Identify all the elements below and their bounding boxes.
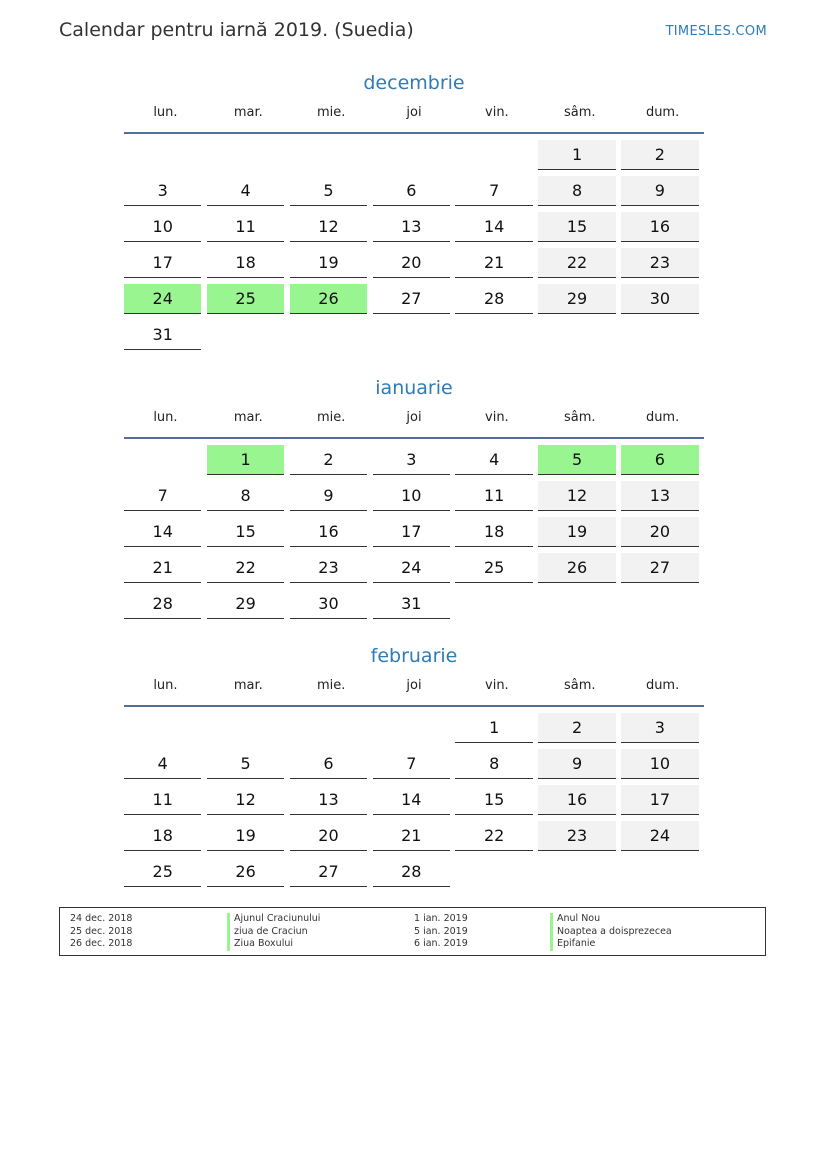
empty-cell xyxy=(538,589,615,619)
day-cell: 16 xyxy=(290,517,367,547)
week-row xyxy=(124,783,704,819)
day-cell: 24 xyxy=(621,821,698,851)
day-cell: 25 xyxy=(455,553,532,583)
day-cell: 5 xyxy=(290,176,367,206)
legend-holiday-name: Epifanie xyxy=(550,938,672,951)
day-cell: 21 xyxy=(455,248,532,278)
day-cell: 12 xyxy=(290,212,367,242)
weekday-label: dum. xyxy=(645,410,680,425)
day-cell: 30 xyxy=(621,284,698,314)
day-cell: 24 xyxy=(373,553,450,583)
week-row xyxy=(124,443,704,479)
empty-cell xyxy=(621,857,698,887)
day-cell: 18 xyxy=(207,248,284,278)
day-cell: 28 xyxy=(373,857,450,887)
day-cell: 19 xyxy=(538,517,615,547)
empty-cell xyxy=(373,713,450,743)
day-cell: 15 xyxy=(455,785,532,815)
day-cell: 4 xyxy=(124,749,201,779)
day-cell: 2 xyxy=(538,713,615,743)
legend-date: 25 dec. 2018 xyxy=(70,925,133,937)
holiday-day-cell: 1 xyxy=(207,445,284,475)
empty-cell xyxy=(455,857,532,887)
month-title: ianuarie xyxy=(375,377,453,399)
day-cell: 31 xyxy=(373,589,450,619)
week-row xyxy=(124,318,704,354)
day-cell: 2 xyxy=(621,140,698,170)
week-row xyxy=(124,711,704,747)
day-cell: 22 xyxy=(538,248,615,278)
week-row xyxy=(124,587,704,623)
weekday-label: mie. xyxy=(316,410,346,425)
day-cell: 30 xyxy=(290,589,367,619)
legend-right-names xyxy=(550,913,672,951)
day-cell: 27 xyxy=(290,857,367,887)
month-decembrie xyxy=(124,68,704,354)
week-row xyxy=(124,138,704,174)
day-cell: 20 xyxy=(373,248,450,278)
day-cell: 27 xyxy=(373,284,450,314)
weekday-label: sâm. xyxy=(563,105,596,120)
day-cell: 8 xyxy=(538,176,615,206)
weekday-label: lun. xyxy=(153,410,178,425)
day-cell: 16 xyxy=(538,785,615,815)
weekday-label: vin. xyxy=(485,105,509,120)
legend-date: 6 ian. 2019 xyxy=(414,938,468,950)
holiday-day-cell: 6 xyxy=(621,445,698,475)
day-cell: 6 xyxy=(373,176,450,206)
day-cell: 3 xyxy=(621,713,698,743)
empty-cell xyxy=(373,140,450,170)
legend-left-dates xyxy=(70,913,132,951)
weekday-label: dum. xyxy=(645,678,680,693)
weekday-label: mar. xyxy=(233,105,263,120)
legend-holiday-name: Ziua Boxului xyxy=(227,938,320,951)
day-cell: 8 xyxy=(455,749,532,779)
holiday-legend xyxy=(59,907,766,956)
month-title: decembrie xyxy=(363,72,465,94)
day-cell: 17 xyxy=(124,248,201,278)
empty-cell xyxy=(455,140,532,170)
day-cell: 29 xyxy=(207,589,284,619)
empty-cell xyxy=(290,713,367,743)
day-cell: 7 xyxy=(455,176,532,206)
weekday-label: joi xyxy=(406,410,422,425)
empty-cell xyxy=(124,140,201,170)
day-cell: 29 xyxy=(538,284,615,314)
day-cell: 7 xyxy=(124,481,201,511)
day-cell: 17 xyxy=(621,785,698,815)
day-cell: 8 xyxy=(207,481,284,511)
month-title: februarie xyxy=(370,645,458,667)
day-cell: 27 xyxy=(621,553,698,583)
day-cell: 28 xyxy=(124,589,201,619)
empty-cell xyxy=(207,140,284,170)
legend-date: 26 dec. 2018 xyxy=(70,938,133,950)
weekday-label: mar. xyxy=(233,678,263,693)
weekday-header xyxy=(124,671,704,707)
day-cell: 19 xyxy=(207,821,284,851)
day-cell: 13 xyxy=(621,481,698,511)
day-cell: 26 xyxy=(538,553,615,583)
day-cell: 4 xyxy=(455,445,532,475)
weekday-label: dum. xyxy=(645,105,680,120)
day-cell: 1 xyxy=(538,140,615,170)
month-februarie xyxy=(124,641,704,891)
legend-date: 24 dec. 2018 xyxy=(70,913,133,924)
day-cell: 23 xyxy=(290,553,367,583)
day-cell: 20 xyxy=(290,821,367,851)
day-cell: 7 xyxy=(373,749,450,779)
weekday-label: lun. xyxy=(153,678,178,693)
weekday-label: mar. xyxy=(233,410,263,425)
empty-cell xyxy=(455,589,532,619)
weekday-header xyxy=(124,98,704,134)
day-cell: 19 xyxy=(290,248,367,278)
day-cell: 11 xyxy=(124,785,201,815)
day-cell: 10 xyxy=(373,481,450,511)
day-cell: 16 xyxy=(621,212,698,242)
month-ianuarie xyxy=(124,373,704,623)
day-cell: 15 xyxy=(207,517,284,547)
legend-left-names xyxy=(227,913,320,951)
empty-cell xyxy=(373,320,450,350)
day-cell: 13 xyxy=(373,212,450,242)
weekday-header xyxy=(124,403,704,439)
empty-cell xyxy=(124,713,201,743)
day-cell: 15 xyxy=(538,212,615,242)
day-cell: 13 xyxy=(290,785,367,815)
legend-right-dates xyxy=(414,913,468,951)
weekday-label: vin. xyxy=(485,410,509,425)
weekday-label: joi xyxy=(406,105,422,120)
week-row xyxy=(124,479,704,515)
weekday-label: mie. xyxy=(316,678,346,693)
day-cell: 25 xyxy=(124,857,201,887)
day-cell: 22 xyxy=(207,553,284,583)
weekday-label: lun. xyxy=(153,105,178,120)
weekday-label: sâm. xyxy=(563,410,596,425)
legend-holiday-name: Noaptea a doisprezecea xyxy=(550,926,672,939)
empty-cell xyxy=(207,713,284,743)
week-row xyxy=(124,855,704,891)
weekday-label: vin. xyxy=(485,678,509,693)
empty-cell xyxy=(290,320,367,350)
day-cell: 2 xyxy=(290,445,367,475)
day-cell: 10 xyxy=(124,212,201,242)
empty-cell xyxy=(621,589,698,619)
week-row xyxy=(124,819,704,855)
empty-cell xyxy=(124,445,201,475)
day-cell: 21 xyxy=(373,821,450,851)
weekday-label: joi xyxy=(406,678,422,693)
week-row xyxy=(124,515,704,551)
day-cell: 18 xyxy=(124,821,201,851)
day-cell: 11 xyxy=(207,212,284,242)
day-cell: 4 xyxy=(207,176,284,206)
week-row xyxy=(124,747,704,783)
day-cell: 9 xyxy=(621,176,698,206)
day-cell: 11 xyxy=(455,481,532,511)
empty-cell xyxy=(538,320,615,350)
day-cell: 12 xyxy=(207,785,284,815)
day-cell: 9 xyxy=(538,749,615,779)
legend-holiday-name: ziua de Craciun xyxy=(227,926,320,939)
day-cell: 18 xyxy=(455,517,532,547)
legend-holiday-name: Ajunul Craciunului xyxy=(227,913,320,926)
day-cell: 28 xyxy=(455,284,532,314)
empty-cell xyxy=(455,320,532,350)
holiday-day-cell: 25 xyxy=(207,284,284,314)
day-cell: 12 xyxy=(538,481,615,511)
day-cell: 1 xyxy=(455,713,532,743)
empty-cell xyxy=(207,320,284,350)
day-cell: 23 xyxy=(538,821,615,851)
brand-link[interactable]: TIMESLES.COM xyxy=(665,24,767,39)
empty-cell xyxy=(290,140,367,170)
holiday-day-cell: 26 xyxy=(290,284,367,314)
weekday-label: mie. xyxy=(316,105,346,120)
week-row xyxy=(124,282,704,318)
legend-date: 1 ian. 2019 xyxy=(414,913,468,924)
day-cell: 9 xyxy=(290,481,367,511)
day-cell: 21 xyxy=(124,553,201,583)
day-cell: 23 xyxy=(621,248,698,278)
day-cell: 3 xyxy=(373,445,450,475)
week-row xyxy=(124,174,704,210)
day-cell: 14 xyxy=(124,517,201,547)
day-cell: 22 xyxy=(455,821,532,851)
week-row xyxy=(124,551,704,587)
week-row xyxy=(124,246,704,282)
page-title: Calendar pentru iarnă 2019. (Suedia) xyxy=(59,19,414,41)
holiday-day-cell: 24 xyxy=(124,284,201,314)
empty-cell xyxy=(538,857,615,887)
day-cell: 10 xyxy=(621,749,698,779)
day-cell: 14 xyxy=(455,212,532,242)
weekday-label: sâm. xyxy=(563,678,596,693)
week-row xyxy=(124,210,704,246)
day-cell: 17 xyxy=(373,517,450,547)
day-cell: 6 xyxy=(290,749,367,779)
day-cell: 20 xyxy=(621,517,698,547)
holiday-day-cell: 5 xyxy=(538,445,615,475)
empty-cell xyxy=(621,320,698,350)
day-cell: 14 xyxy=(373,785,450,815)
day-cell: 31 xyxy=(124,320,201,350)
legend-date: 5 ian. 2019 xyxy=(414,925,468,937)
day-cell: 3 xyxy=(124,176,201,206)
legend-holiday-name: Anul Nou xyxy=(550,913,672,926)
day-cell: 26 xyxy=(207,857,284,887)
day-cell: 5 xyxy=(207,749,284,779)
